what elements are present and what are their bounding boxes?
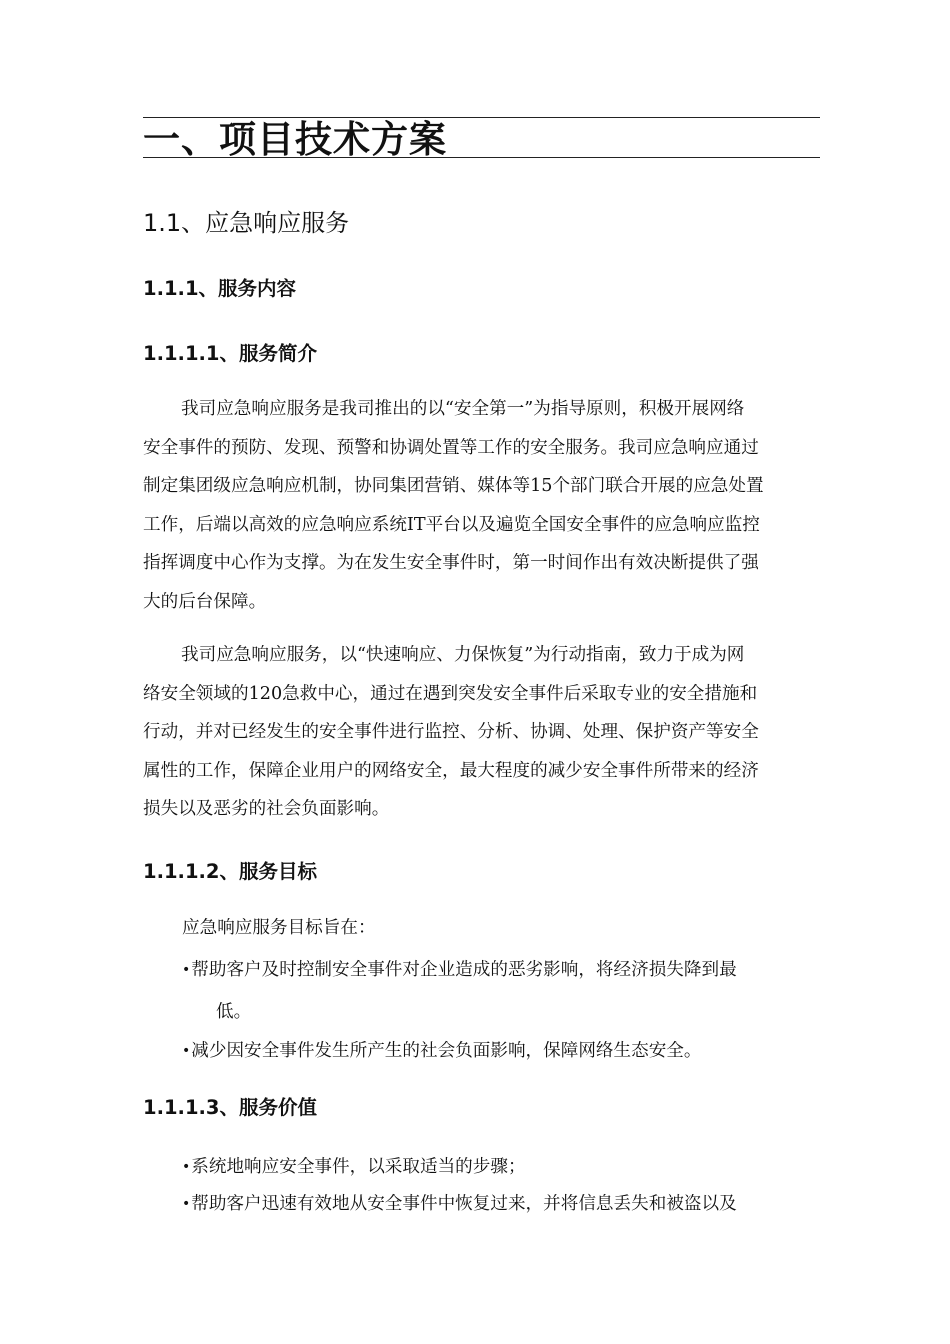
paragraph-line: 行动，并对已经发生的安全事件进行监控、分析、协调、处理、保护资产等安全 xyxy=(143,722,759,742)
bullet-text: 帮助客户迅速有效地从安全事件中恢复过来，并将信息丢失和被盗以及 xyxy=(191,1194,737,1214)
paragraph-line: 损失以及恶劣的社会负面影响。 xyxy=(143,799,390,819)
service-intro-paragraph-2 xyxy=(143,636,823,829)
paragraph-line: 大的后台保障。 xyxy=(143,591,267,612)
paragraph-line: 络安全领域的120急救中心，通过在遇到突发安全事件后采取专业的安全措施和 xyxy=(143,683,758,704)
goal-bullet-2 xyxy=(182,1030,702,1072)
bullet-icon: • xyxy=(182,1196,191,1212)
bullet-text: 减少因安全事件发生所产生的社会负面影响，保障网络生态安全。 xyxy=(191,1041,702,1061)
service-value-heading: 1.1.1.3、服务价值 xyxy=(143,1096,317,1119)
paragraph-line: 属性的工作，保障企业用户的网络安全，最大程度的减少安全事件所带来的经济 xyxy=(143,760,759,781)
section-heading: 1.1、应急响应服务 xyxy=(143,209,350,237)
goal-intro-text: 应急响应服务目标旨在： xyxy=(182,918,376,938)
bullet-text: 系统地响应安全事件，以采取适当的步骤； xyxy=(191,1157,526,1177)
chapter-heading: 一、项目技术方案 xyxy=(143,118,447,161)
paragraph-line: 指挥调度中心作为支撑。为在发生安全事件时，第一时间作出有效决断提供了强 xyxy=(143,553,759,573)
paragraph-line: 我司应急响应服务，以“快速响应、力保恢复”为行动指南，致力于成为网 xyxy=(181,645,745,665)
service-goal-heading: 1.1.1.2、服务目标 xyxy=(143,860,317,883)
value-bullet-2 xyxy=(182,1183,737,1225)
service-intro-paragraph-1 xyxy=(143,390,823,621)
bullet-icon: • xyxy=(182,962,191,978)
paragraph-line: 我司应急响应服务是我司推出的以“安全第一”为指导原则，积极开展网络 xyxy=(181,399,745,419)
paragraph-line: 工作，后端以高效的应急响应系统IT平台以及遍览全国安全事件的应急响应监控 xyxy=(143,514,760,535)
title-bottom-rule xyxy=(143,157,820,158)
paragraph-line: 安全事件的预防、发现、预警和协调处置等工作的安全服务。我司应急响应通过 xyxy=(143,437,759,458)
bullet-text-continuation: 低。 xyxy=(216,1002,252,1022)
bullet-text: 帮助客户及时控制安全事件对企业造成的恶劣影响，将经济损失降到最 xyxy=(191,960,737,980)
paragraph-line: 制定集团级应急响应机制，协同集团营销、媒体等15个部门联合开展的应急处置 xyxy=(143,476,764,496)
subsection-heading: 1.1.1、服务内容 xyxy=(143,277,297,300)
value-bullet-1 xyxy=(182,1146,526,1188)
service-intro-heading: 1.1.1.1、服务简介 xyxy=(143,342,317,365)
bullet-icon: • xyxy=(182,1043,191,1059)
goal-bullet-1 xyxy=(182,949,737,1033)
bullet-icon: • xyxy=(182,1159,191,1175)
